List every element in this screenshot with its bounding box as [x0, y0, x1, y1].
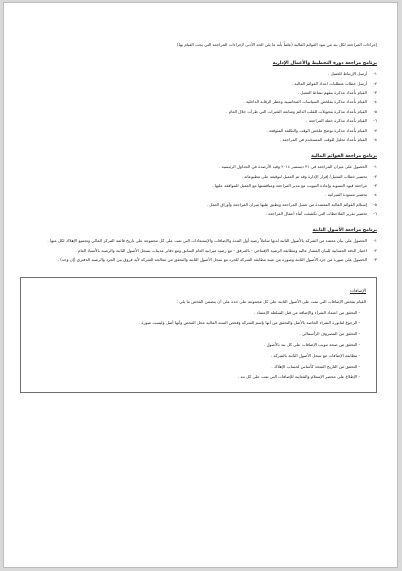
list-item [20, 191, 377, 198]
item-number: ٧- [373, 127, 377, 133]
section-title: برنامج مراجعة القوائم المالية [311, 154, 377, 160]
section-title: برنامج مراجعة دورة التخطيط والأعمال الإدارية [272, 61, 377, 67]
list-item [20, 163, 377, 170]
list-item [20, 127, 377, 134]
box-text: القيام بفحص الإضافات التي تمت على الأصول الثابتة على كل مجموعة على حدة على أن يتضمن الفحص ما يلي : [176, 299, 366, 305]
list-item [20, 201, 377, 208]
item-number: ١- [373, 71, 377, 77]
section-fixed-assets [20, 227, 377, 263]
item-number: ٤- [373, 192, 377, 198]
item-text: القيام بأعداد مذكرة بملخص السياسات المحاسبية وعطر الرقابة الداخلية . [243, 99, 367, 105]
box-list-item: - الرجوع لفاتورة الشراء الخاصة بالأصل والتحقق من أنها بإسم الشركة وفحص السنة المالية محل الفحص وأنها أصل وليست صورة . [138, 320, 360, 326]
item-number: ٣- [373, 257, 377, 263]
additions-box [20, 277, 377, 393]
item-text: القيام بأعداد مذكرة بتفهم نشاط العميل . [297, 89, 367, 95]
list-item [20, 173, 377, 180]
list-item [20, 256, 377, 263]
box-list-item: - التحقق من صحة تبويب الإضافات على كل بند بالأصول . [263, 342, 360, 348]
box-list-item: - التحقق من المصروف الرأسمالي . [299, 331, 360, 337]
item-text: أرسل الإرتباط للعميل . [328, 71, 367, 77]
list-item [20, 237, 377, 244]
list-item [20, 210, 377, 217]
item-text: تحضير مسودة الميزانية . [325, 192, 367, 198]
item-text: القيام بأعداد مذكرة توضح ملخص الوقت والتكلفة المتوقعة . [266, 127, 367, 133]
item-text: القيام بأعداد تحليل للوقت المستخدم في المراجعة . [279, 136, 367, 142]
list-item [20, 89, 377, 96]
item-text: إستلام القوائم المالية المعتمدة من عميل المراجعة ويطبق عليها ميزان المراجعة وأوراق العمل . [206, 201, 367, 207]
list-item [20, 98, 377, 105]
item-text: القيام بأعداد مذكرة بتحويلات للقلب الدائم ومتابعة التغيرات التي طرأت خلال العام . [226, 108, 367, 114]
list-item [20, 247, 377, 254]
item-number: ٣- [373, 89, 377, 95]
intro-text: إجراءات المراجعة لكل بند من بنود القوائم المالية (علماً بأنه ما يلي الحد الأدنى لإجراءات المراجعة التي يجب القيام بها) [177, 42, 377, 47]
section-planning [20, 60, 377, 143]
item-text: القيام بأعداد مذكرة خطة المراجعة . [306, 118, 367, 124]
item-text: الحصول على صورة من جرد الأصول الثابتة وصورة من عينة مطابقة الشركة للجرد مع سجل الأصول الثابتة والتحقق من معالجة الشركة لأية فروق بين الجرد والرصيد الدفتري (إن وجد) . [57, 257, 367, 263]
section-financial-statements [20, 153, 377, 217]
document-content [20, 41, 377, 393]
item-number: ٥- [373, 108, 377, 114]
item-text: الحصول على بيان معتمد من الشركة بالأصول الثابتة لديها شاملاً رصيد أول المدة والإضافات والإستبعادات التي تمت على كل مجموعة على تاريخ قائمة المركز المالي وتجميع الإهلاك لكل منها . [47, 238, 367, 244]
item-number: ٨- [373, 136, 377, 142]
item-text: اختبار الدقة الحسابية للبيان المشار عاليه ومطابقة الرصيد الإفتتاحي - بالمرفق - مع رصيد ميزانية العام السابق ومع دفاتر مدينات بسجل الأصول الثابتة والرصيد بالأستاذ العام . [75, 247, 367, 253]
box-title: الإضافات [349, 289, 366, 295]
item-text: تحضير تقرير الملاحظات التي تكشفت أثناء أعمال المراجعة . [265, 211, 367, 217]
list-item [20, 70, 377, 77]
item-number: ٦- [373, 118, 377, 124]
item-text: أرسل خطاب متطلبات اعداد القوائم المالية . [291, 80, 367, 86]
item-number: ١- [373, 164, 377, 170]
box-list-item: - التحقق من اعتماد الشراء والإضافة من قبل السلطة الإعتماد . [254, 309, 360, 315]
item-number: ١- [373, 238, 377, 244]
list-item [20, 108, 377, 115]
document-page [3, 2, 398, 568]
section-title: برنامج مراجعة الأصول الثابتة [312, 228, 377, 234]
list-item [20, 182, 377, 189]
item-text: الحصول على ميزان المراجعة في ٣١ ديسمبر ٢٠١٤ وقيد الأرصدة في الجداول الرئيسية . [218, 164, 367, 170]
item-number: ٢- [373, 247, 377, 253]
box-list-item: - التحقق من التاريخ المتخذ كأساس لحساب الإهلاك . [271, 363, 360, 369]
item-text: مراجعة قيود التسوية وإعادة التبويب مع مدير المراجعة ومناقشتها مع العميل للموافقة عليها . [212, 182, 367, 188]
item-text: تحضير خطاب التمثيل/ إقرار الإدارة وقد تم العميل لتوقيعه على مطبوعاته . [241, 173, 367, 179]
list-item [20, 117, 377, 124]
list-item [20, 136, 377, 143]
list-item [20, 80, 377, 87]
item-number: ٢- [373, 80, 377, 86]
item-number: ٢- [373, 173, 377, 179]
item-number: ٦- [373, 211, 377, 217]
item-number: ٥- [373, 201, 377, 207]
item-number: ٤- [373, 99, 377, 105]
box-list-item: - مطابقة الإضافات مع سجل الأصول الثابتة بالشركة . [270, 352, 360, 358]
item-number: ٣- [373, 182, 377, 188]
box-list-item: - الإطلاع على محضر الإستلام والمعاينة للإضافات التي تمت على كل بند . [237, 374, 360, 380]
